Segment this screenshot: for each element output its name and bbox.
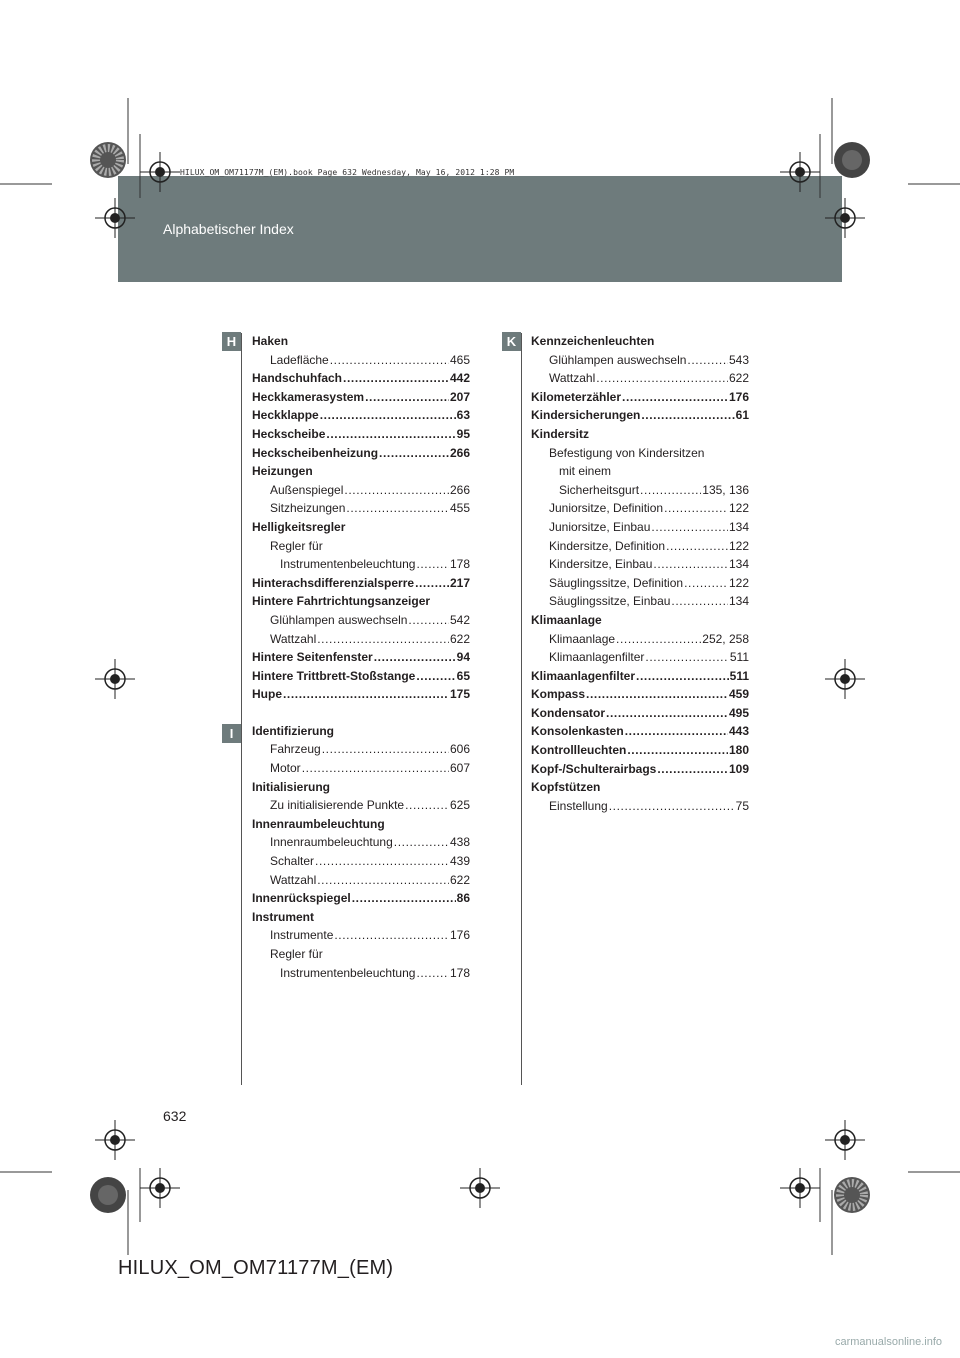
index-term: Konsolenkasten xyxy=(531,724,624,739)
index-term: Instrumentenbeleuchtung xyxy=(280,557,416,572)
index-page-ref: 217 xyxy=(449,575,470,590)
index-term: Regler für xyxy=(270,947,323,961)
index-term: Juniorsitze, Definition xyxy=(549,501,664,516)
index-term: Heckscheibenheizung xyxy=(252,445,379,460)
index-term: Instrumentenbeleuchtung xyxy=(280,965,416,980)
index-page-ref: 266 xyxy=(449,482,470,497)
index-term: Kopfstützen xyxy=(531,780,601,795)
index-term: mit einem xyxy=(559,464,612,479)
registration-target-icon xyxy=(95,198,135,238)
index-term: Kindersitz xyxy=(531,426,590,441)
index-term: Initialisierung xyxy=(252,779,331,794)
index-term: Säuglingssitze, Einbau xyxy=(549,594,671,609)
index-page-ref: 443 xyxy=(728,724,749,739)
index-term: Klimaanlage xyxy=(549,631,616,646)
index-term: Kindersitze, Definition xyxy=(549,538,666,553)
index-term: Heckklappe xyxy=(252,408,319,423)
registration-target-icon xyxy=(460,1168,500,1208)
index-term: Heckscheibe xyxy=(252,426,326,441)
color-wheel-icon xyxy=(88,140,128,180)
index-page-ref: 75 xyxy=(735,798,749,813)
index-page-ref: 134 xyxy=(728,519,749,534)
index-page-ref: 607 xyxy=(449,761,470,776)
index-term: Ladefläche xyxy=(270,352,329,367)
index-term: Schalter xyxy=(270,854,315,869)
index-page-ref: 178 xyxy=(449,965,470,980)
index-term: Säuglingssitze, Definition xyxy=(549,575,684,590)
color-wheel-icon xyxy=(832,140,872,180)
index-page-ref: 465 xyxy=(449,352,470,367)
color-wheel-icon xyxy=(88,1175,128,1215)
index-term: Sicherheitsgurt xyxy=(559,482,640,497)
index-term: Glühlampen auswechseln xyxy=(549,352,687,367)
index-page-ref: 180 xyxy=(728,743,749,758)
index-term: Wattzahl xyxy=(270,631,317,646)
index-page-ref: 178 xyxy=(449,557,470,572)
index-page-ref: 94 xyxy=(456,650,470,665)
index-term: Kindersicherungen xyxy=(531,408,641,423)
index-page-ref: 252, 258 xyxy=(702,631,749,646)
index-term: Kontrollleuchten xyxy=(531,743,627,758)
index-term: Außenspiegel xyxy=(270,482,344,497)
index-page-ref: 543 xyxy=(728,352,749,367)
index-term: Handschuhfach xyxy=(252,371,343,386)
index-page-ref: 176 xyxy=(449,928,470,943)
index-term: Juniorsitze, Einbau xyxy=(549,519,651,534)
index-page-ref: 134 xyxy=(728,557,749,572)
index-term: Kopf-/Schulterairbags xyxy=(531,761,657,776)
index-term: Innenrückspiegel xyxy=(252,891,351,906)
registration-target-icon xyxy=(780,1168,820,1208)
registration-target-icon xyxy=(140,1168,180,1208)
letter-tab-i: I xyxy=(222,724,241,743)
index-page-ref: 439 xyxy=(449,854,470,869)
index-term: Innenraumbeleuchtung xyxy=(252,816,385,831)
index-term: Hintere Seitenfenster xyxy=(252,650,373,665)
page-number: 632 xyxy=(163,1108,187,1124)
registration-target-icon xyxy=(825,198,865,238)
index-term: Identifizierung xyxy=(252,723,334,738)
index-term: Heckkamerasystem xyxy=(252,389,365,404)
index-term: Innenraumbeleuchtung xyxy=(270,835,393,850)
index-term: Kompass xyxy=(531,687,586,702)
index-term: Wattzahl xyxy=(549,371,596,386)
index-term: Fahrzeug xyxy=(270,742,321,757)
index-page-ref: 135, 136 xyxy=(702,482,749,497)
index-page-ref: 134 xyxy=(728,594,749,609)
index-term: Kennzeichenleuchten xyxy=(531,334,655,348)
index-term: Kondensator xyxy=(531,705,606,720)
index-term: Kindersitze, Einbau xyxy=(549,557,653,572)
index-page-ref: 622 xyxy=(449,631,470,646)
index-term: Hintere Trittbrett-Stoßstange xyxy=(252,668,416,683)
index-page-ref: 622 xyxy=(728,371,749,386)
index-page-ref: 109 xyxy=(728,761,749,776)
letter-tab-k: K xyxy=(502,332,521,351)
index-page-ref: 625 xyxy=(449,798,470,813)
index-term: Hintere Fahrtrichtungsanzeiger xyxy=(252,594,431,609)
print-slug-line: HILUX_OM_OM71177M_(EM).book Page 632 Wednesday, May 16, 2012 1:28 PM xyxy=(180,168,515,177)
index-page-ref: 511 xyxy=(729,668,749,683)
index-term: Glühlampen auswechseln xyxy=(270,612,408,627)
index-page-ref: 495 xyxy=(728,705,749,720)
index-page-ref: 511 xyxy=(729,650,749,665)
document-code: HILUX_OM_OM71177M_(EM) xyxy=(118,1257,394,1279)
index-term: Einstellung xyxy=(549,798,608,813)
index-term: Wattzahl xyxy=(270,872,317,887)
color-wheel-icon xyxy=(832,1175,872,1215)
index-page-ref: 63 xyxy=(456,408,470,423)
index-term: Kilometerzähler xyxy=(531,389,622,404)
registration-target-icon xyxy=(825,659,865,699)
index-page-ref: 442 xyxy=(449,371,470,386)
index-term: Helligkeitsregler xyxy=(252,519,346,534)
index-term: Zu initialisierende Punkte xyxy=(270,798,405,813)
index-page-ref: 176 xyxy=(728,389,749,404)
registration-target-icon xyxy=(140,152,180,192)
index-term: Heizungen xyxy=(252,464,313,479)
index-page-ref: 622 xyxy=(449,872,470,887)
registration-target-icon xyxy=(95,1120,135,1160)
index-term: Klimaanlagenfilter xyxy=(549,650,645,665)
index-term: Regler für xyxy=(270,538,323,553)
index-page-ref: 455 xyxy=(449,501,470,516)
index-term: Instrument xyxy=(252,909,315,924)
index-page-ref: 175 xyxy=(449,687,470,702)
index-page-ref: 95 xyxy=(456,426,470,441)
index-page-ref: 86 xyxy=(456,891,470,906)
registration-target-icon xyxy=(825,1120,865,1160)
index-term: Klimaanlage xyxy=(531,612,602,627)
section-title: Alphabetischer Index xyxy=(163,221,294,237)
letter-tab-h: H xyxy=(222,332,241,351)
index-term: Befestigung von Kindersitzen xyxy=(549,445,705,460)
index-page-ref: 438 xyxy=(449,835,470,850)
index-page-ref: 61 xyxy=(735,408,749,423)
index-term: Sitzheizungen xyxy=(270,501,346,516)
index-term: Instrumente xyxy=(270,928,334,943)
index-page-ref: 207 xyxy=(449,389,470,404)
index-page-ref: 542 xyxy=(449,612,470,627)
index-page-ref: 122 xyxy=(728,575,749,590)
index-term: Klimaanlagenfilter xyxy=(531,668,636,683)
index-term: Hinterachsdifferenzialsperre xyxy=(252,575,415,590)
index-term: Hupe xyxy=(252,687,282,702)
index-term: Motor xyxy=(270,761,301,776)
index-page-ref: 65 xyxy=(456,668,470,683)
registration-target-icon xyxy=(780,152,820,192)
index-term: Haken xyxy=(252,334,289,348)
index-page-ref: 122 xyxy=(728,501,749,516)
registration-target-icon xyxy=(95,659,135,699)
index-page-ref: 606 xyxy=(449,742,470,757)
watermark: carmanualsonline.info xyxy=(834,1336,942,1348)
index-page-ref: 459 xyxy=(728,687,749,702)
index-page-ref: 266 xyxy=(449,445,470,460)
index-page-ref: 122 xyxy=(728,538,749,553)
